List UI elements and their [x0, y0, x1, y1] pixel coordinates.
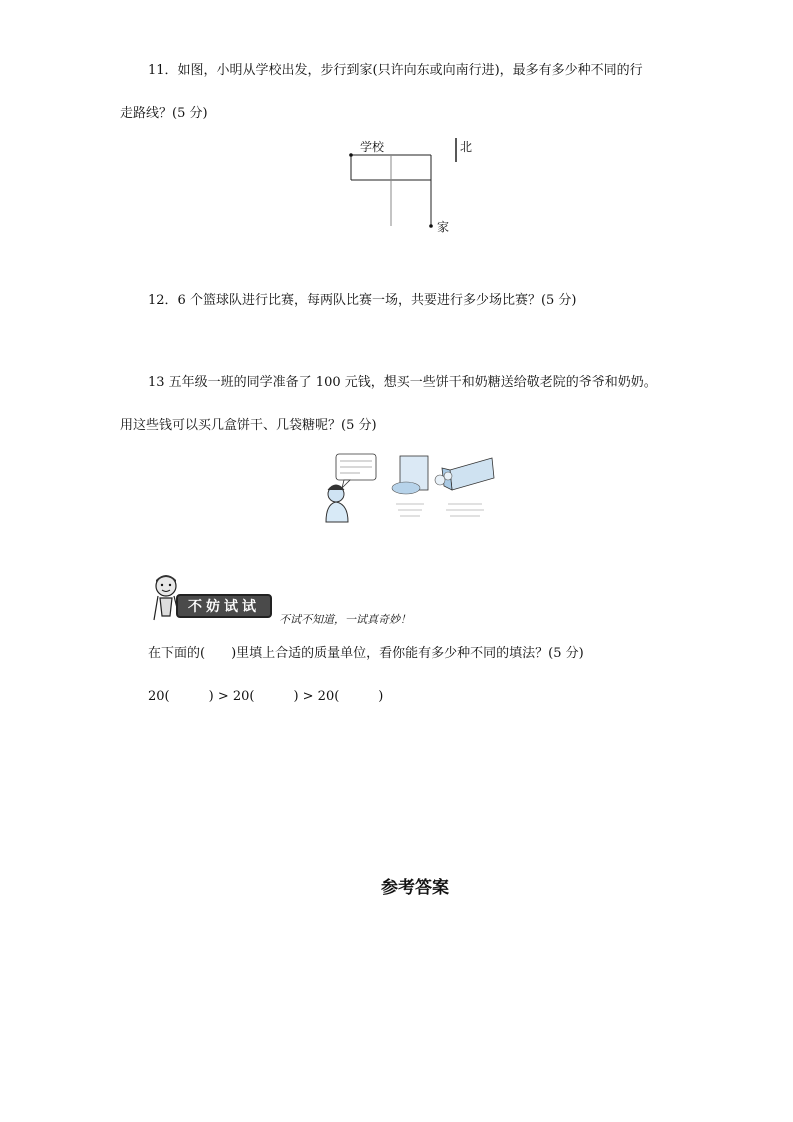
biscuit-box [435, 458, 494, 516]
north-label: 北 [460, 140, 473, 154]
q13-line1: 13 五年级一班的同学准备了 100 元钱，想买一些饼干和奶糖送给敬老院的爷爷和奶奶。 [148, 375, 657, 390]
shopping-illustration [316, 450, 496, 525]
child-figure [326, 485, 348, 522]
candy-bag [392, 456, 428, 516]
speech-bubble [336, 454, 376, 488]
route-map [0, 0, 793, 260]
challenge-question: 在下面的( )里填上合适的质量单位，看你能有多少种不同的填法？(5 分) [148, 646, 584, 661]
q12-text: 12．6 个篮球队进行比赛，每两队比赛一场，共要进行多少场比赛？(5 分) [148, 293, 577, 308]
challenge-banner [176, 594, 272, 618]
school-label: 学校 [360, 140, 385, 154]
q13-line2: 用这些钱可以买几盒饼干、几袋糖呢？(5 分) [120, 418, 377, 433]
challenge-banner-text: 不妨试试 [188, 599, 260, 615]
school-point [349, 153, 353, 157]
q11-line2: 走路线？(5 分) [120, 106, 208, 121]
challenge-slogan: 不试不知道，一试真奇妙！ [279, 613, 411, 626]
home-label: 家 [437, 220, 450, 234]
home-point [429, 224, 433, 228]
challenge-expression: 20( ) > 20( ) > 20( ) [148, 689, 384, 704]
q11-line1: 11．如图，小明从学校出发，步行到家(只许向东或向南行进)，最多有多少种不同的行 [148, 63, 643, 78]
answer-heading: 参考答案 [381, 878, 449, 898]
